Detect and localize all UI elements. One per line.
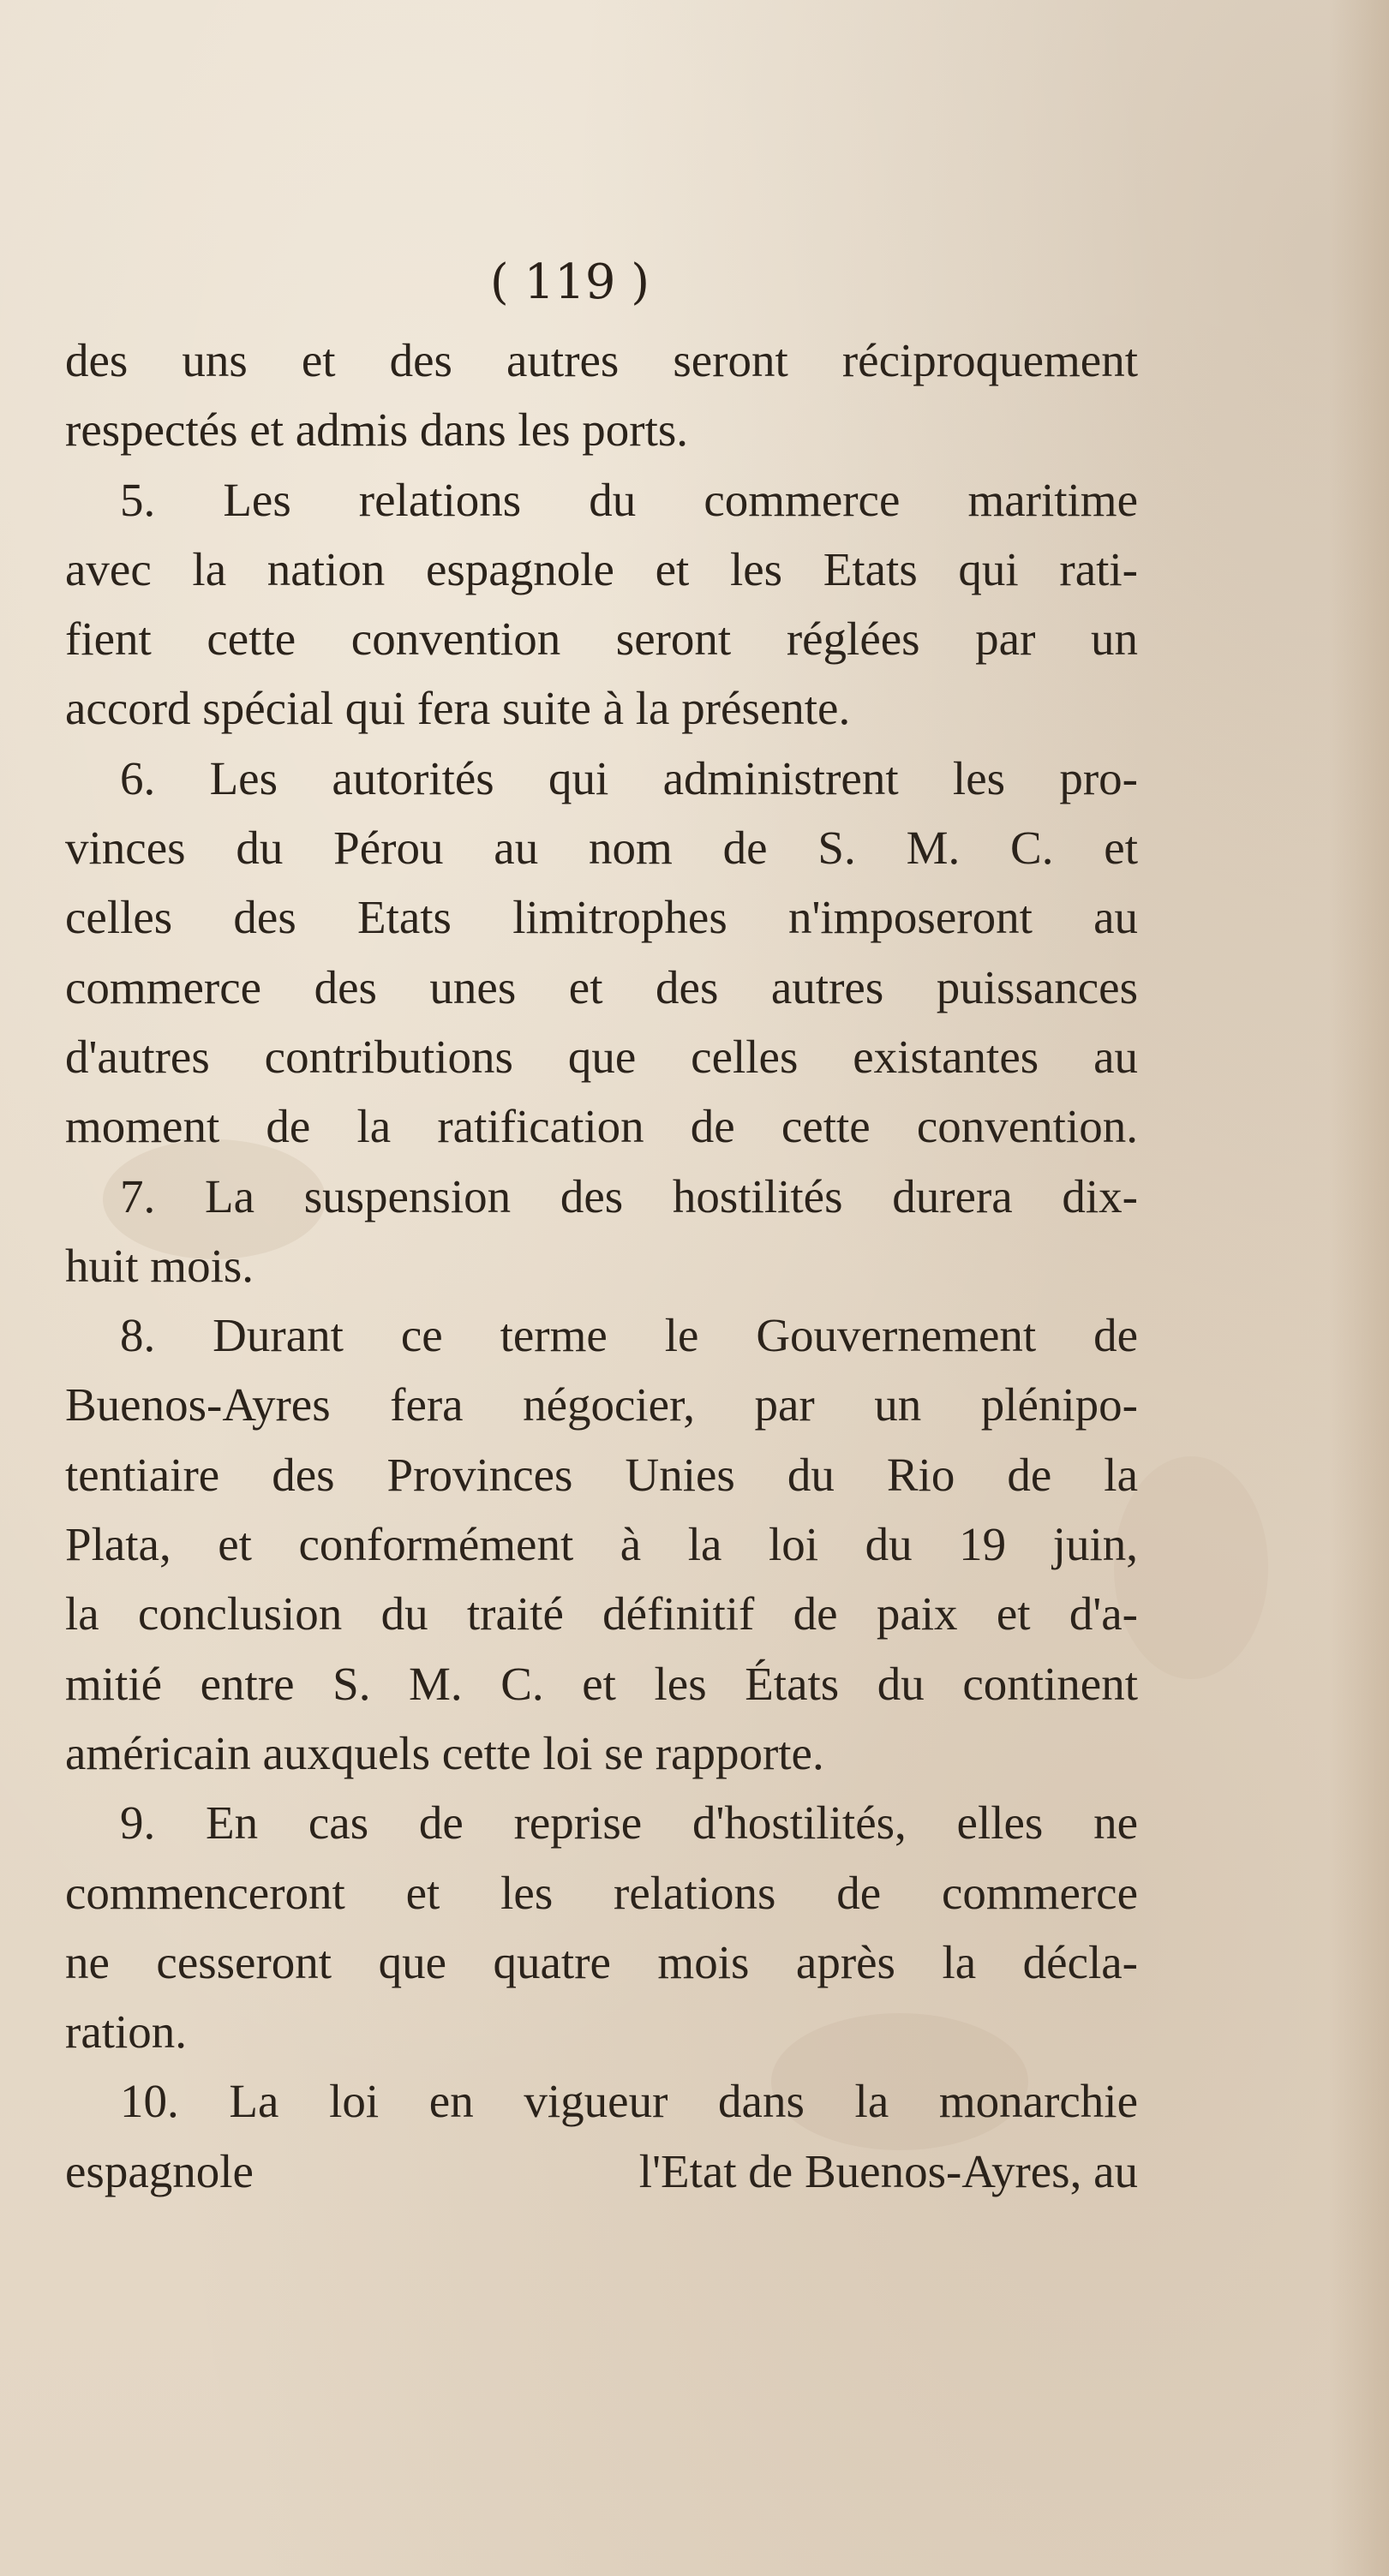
article-7-start: 7. La suspension des hostilités durera dix- xyxy=(120,1169,1138,1222)
text-line: accord spécial qui fera suite à la présente. xyxy=(65,682,851,735)
article-10-start: 10. La loi en vigueur dans la monarchie xyxy=(120,2075,1138,2128)
page-number: ( 119 ) xyxy=(489,254,650,310)
text-line: ne cesseront que quatre mois après la décla- xyxy=(65,1935,1138,1988)
text-line: des uns et des autres seront réciproquement xyxy=(65,334,1138,386)
text-line: Plata, et conformément à la loi du 19 juin, xyxy=(65,1518,1138,1571)
last-line-right: l'Etat de Buenos-Ayres, au xyxy=(638,2144,1138,2197)
text-line: mitié entre S. M. C. et les États du continent xyxy=(65,1657,1138,1710)
text-line: Buenos-Ayres fera négocier, par un plénipo- xyxy=(65,1378,1138,1431)
text-line: respectés et admis dans les ports. xyxy=(65,403,689,457)
text-line: fient cette convention seront réglées par un xyxy=(65,613,1138,666)
text-line: commerce des unes et des autres puissances xyxy=(65,960,1138,1013)
article-8-start: 8. Durant ce terme le Gouvernement de xyxy=(120,1309,1138,1362)
text-line: d'autres contributions que celles existantes au xyxy=(65,1030,1138,1083)
text-line: la conclusion du traité définitif de paix et d'a- xyxy=(65,1587,1138,1641)
text-line: ration. xyxy=(65,2005,188,2059)
last-line xyxy=(65,2137,1138,2206)
last-line-left: espagnole xyxy=(65,2144,254,2197)
page-edge-shading xyxy=(1329,0,1389,2576)
text-line: celles des Etats limitrophes n'imposeront au xyxy=(65,891,1138,944)
text-line: huit mois. xyxy=(65,1239,254,1292)
text-line: commenceront et les relations de commerce xyxy=(65,1866,1138,1919)
text-line: moment de la ratification de cette convention. xyxy=(65,1100,1138,1153)
body-text xyxy=(65,326,1138,2206)
text-line: vinces du Pérou au nom de S. M. C. et xyxy=(65,822,1138,875)
text-line: américain auxquels cette loi se rapporte. xyxy=(65,1726,824,1779)
article-9-start: 9. En cas de reprise d'hostilités, elles ne xyxy=(120,1796,1138,1850)
article-6-start: 6. Les autorités qui administrent les pro- xyxy=(120,751,1138,804)
article-5-start: 5. Les relations du commerce maritime xyxy=(120,473,1138,526)
text-line: tentiaire des Provinces Unies du Rio de la xyxy=(65,1448,1138,1501)
text-line: avec la nation espagnole et les Etats qui rati- xyxy=(65,542,1138,595)
